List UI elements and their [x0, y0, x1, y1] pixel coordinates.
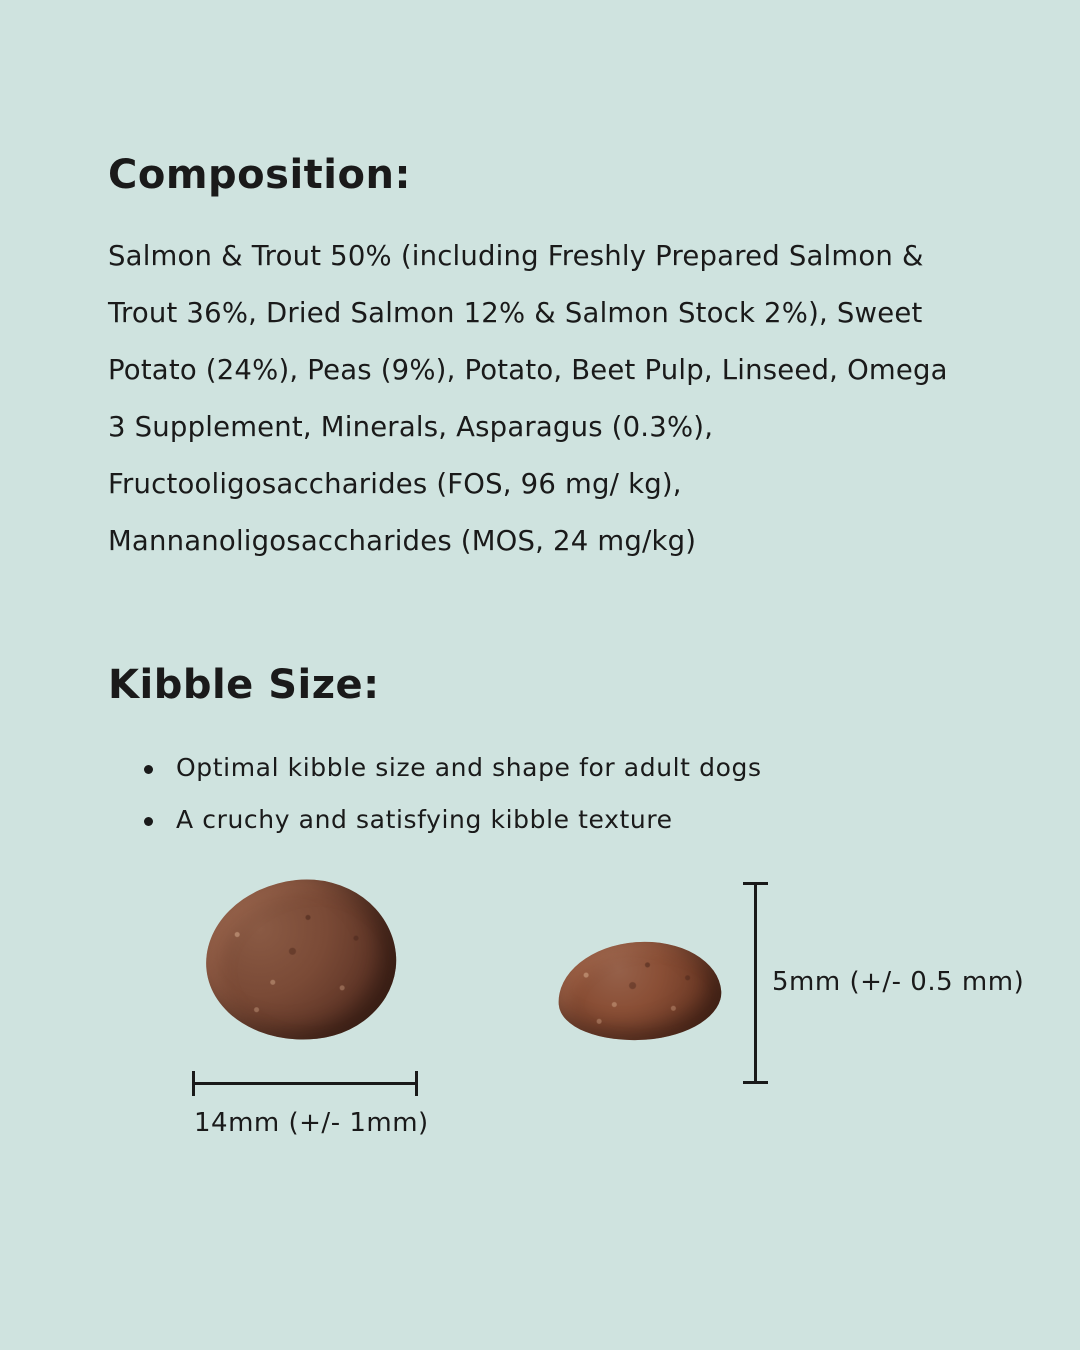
list-item — [108, 794, 972, 846]
kibble-size-diagram — [0, 860, 1080, 1160]
kibble-size-heading: Kibble Size: — [108, 662, 380, 708]
composition-heading: Composition: — [108, 152, 411, 198]
kibble-height-label: 5mm (+/- 0.5 mm) — [772, 967, 1025, 997]
list-item — [108, 742, 972, 794]
list-item-label: Optimal kibble size and shape for adult dogs — [176, 753, 762, 782]
composition-text: Salmon & Trout 50% (including Freshly Prepared Salmon & Trout 36%, Dried Salmon 12% & Salmon Stock 2%), Sweet Potato (24%), Peas (9%), Potato, Beet Pulp, Linseed, Omega 3 Supplement, Minerals, Asparagus (0.3%), Fructooligosaccharides (FOS, 96 mg/ kg), Mannanoligosaccharides (MOS, 24 mg/kg) — [108, 240, 948, 557]
width-measurement-line — [192, 1082, 418, 1085]
kibble-top-view-image — [198, 871, 404, 1050]
height-measurement-line — [754, 882, 757, 1084]
kibble-benefits-list — [108, 742, 972, 846]
kibble-side-view-image — [555, 936, 724, 1045]
list-item-label: A cruchy and satisfying kibble texture — [176, 805, 673, 834]
kibble-width-label: 14mm (+/- 1mm) — [194, 1108, 429, 1138]
